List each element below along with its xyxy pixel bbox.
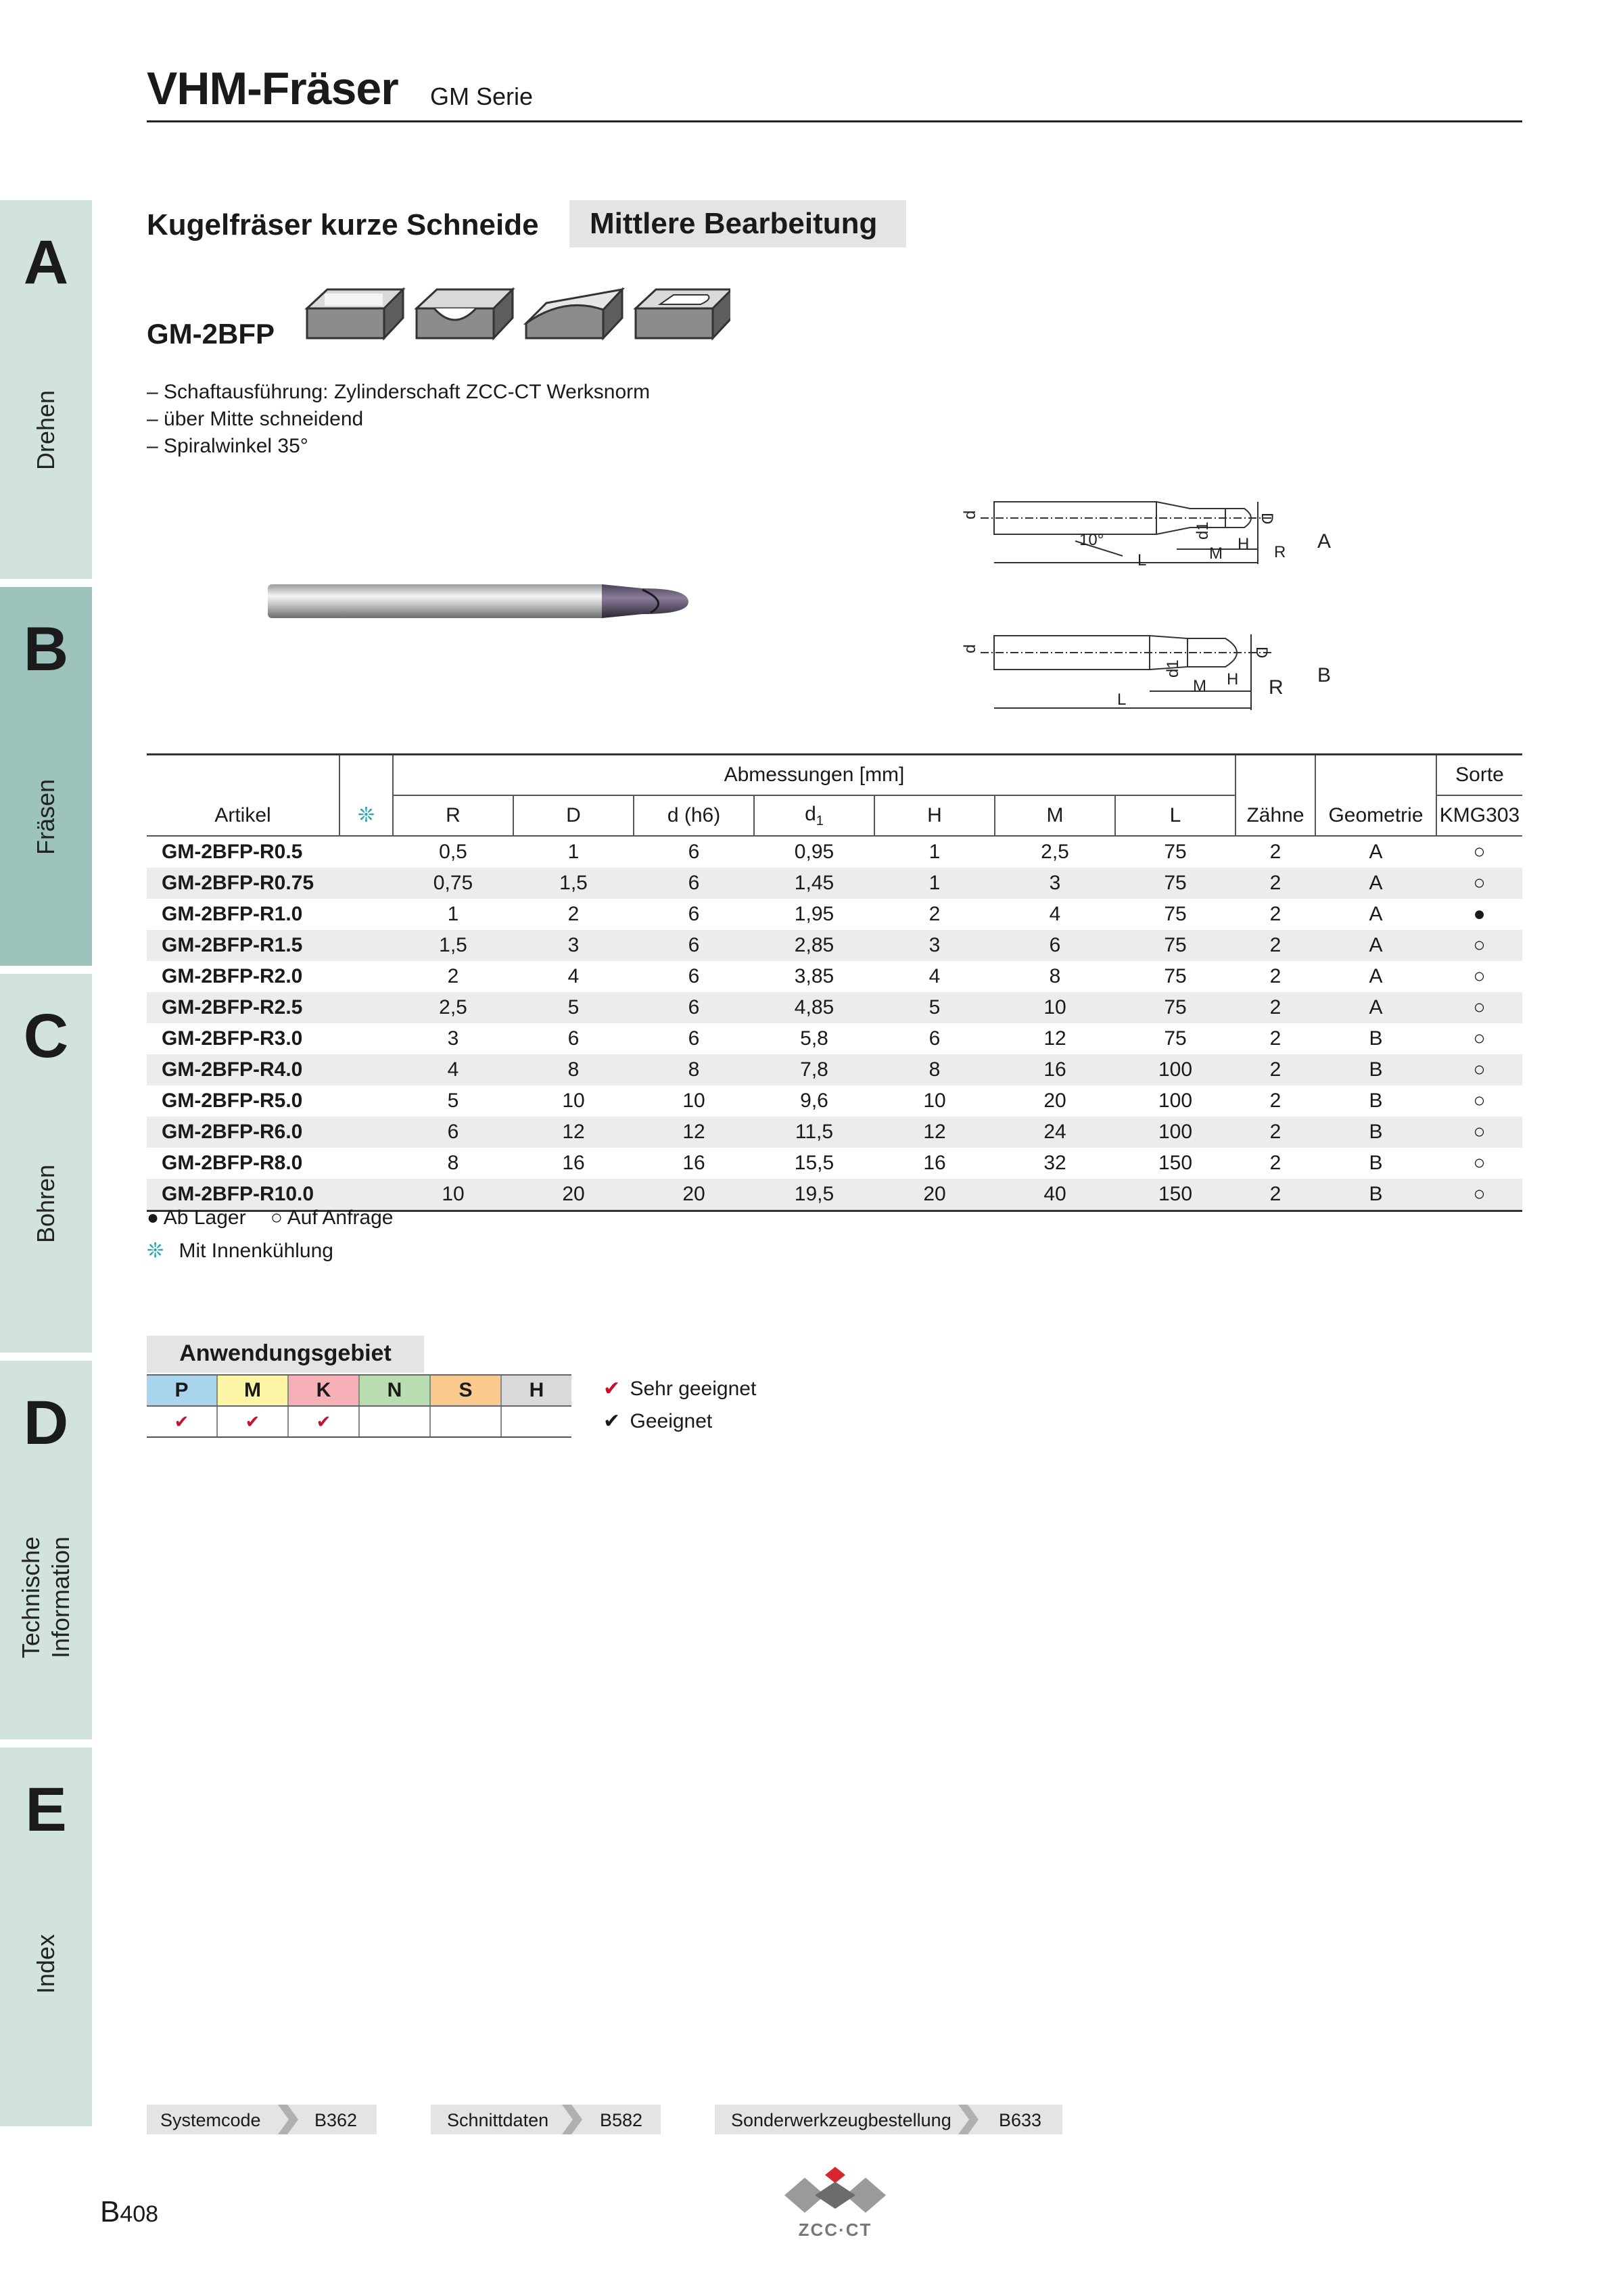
cell-d: 8: [513, 1054, 634, 1085]
cell-d1: 15,5: [794, 1152, 834, 1174]
cell-d-h6: 6: [634, 992, 754, 1023]
cell-zaehne: 2: [1269, 1152, 1281, 1174]
cell-zaehne: 2: [1236, 1054, 1315, 1085]
cell-m: 10: [995, 992, 1115, 1023]
footer-link-schnittdaten[interactable]: Schnittdaten B582: [431, 2105, 661, 2134]
cell-m: 3: [995, 868, 1115, 899]
cell-coolant: [339, 992, 393, 1023]
cell-d-h6: 12: [634, 1117, 754, 1148]
dimension-table: [147, 753, 1522, 1212]
cell-artikel: GM-2BFP-R2.0: [162, 965, 303, 987]
cell-d: 4: [567, 965, 580, 987]
cell-artikel: GM-2BFP-R10.0: [147, 1179, 339, 1211]
cell-coolant: [339, 836, 393, 868]
cell-d-h6: 10: [682, 1090, 705, 1112]
cell-d-h6: 8: [634, 1054, 754, 1085]
col-header-h: H: [874, 795, 995, 835]
cell-h: 2: [928, 903, 941, 925]
side-tab-label: Index: [32, 1934, 60, 1994]
material-h: H: [501, 1375, 571, 1406]
cell-d: 10: [562, 1090, 585, 1112]
cell-d: 2: [567, 903, 580, 925]
cell-r: 5: [447, 1090, 459, 1112]
drawing-variant-label: B: [1317, 664, 1332, 686]
cell-stock: ○: [1436, 1054, 1522, 1085]
side-tab-label: Fräsen: [32, 778, 60, 856]
col-header-m: M: [995, 795, 1115, 835]
cell-h: 20: [874, 1179, 995, 1211]
cell-stock: ○: [1436, 930, 1522, 961]
chevron-right-icon: [953, 2105, 980, 2134]
dim-label: d1: [1194, 521, 1212, 540]
table-body: [147, 836, 1522, 1211]
cell-artikel: GM-2BFP-R2.5: [147, 992, 339, 1023]
shoulder-icon: [307, 289, 403, 338]
cell-d-h6: 6: [688, 1027, 700, 1050]
side-tab-d[interactable]: [0, 1361, 92, 1739]
material-k: K: [288, 1375, 359, 1406]
side-tab-letter: A: [23, 228, 69, 297]
cell-coolant: [339, 1117, 393, 1148]
cell-h: 12: [874, 1117, 995, 1148]
cell-d: 1,5: [513, 868, 634, 899]
table-row: [147, 836, 1522, 868]
svg-text:ZCC·CT: ZCC·CT: [798, 2220, 872, 2240]
cell-d1: 4,85: [754, 992, 874, 1023]
cell-zaehne: 2: [1236, 868, 1315, 899]
side-tab-label: Bohren: [32, 1164, 60, 1244]
coolant-icon: ❊: [339, 755, 393, 836]
page-title: VHM-Fräser: [147, 63, 398, 114]
dim-label: D: [1252, 647, 1271, 659]
cell-geometrie: A: [1315, 868, 1436, 899]
col-header-l: L: [1115, 795, 1236, 835]
cell-geometrie: B: [1369, 1090, 1383, 1112]
stock-legend: [147, 1206, 394, 1229]
cell-h: 4: [928, 965, 941, 987]
material-p: P: [147, 1375, 217, 1406]
cell-geometrie: A: [1315, 992, 1436, 1023]
cell-geometrie: B: [1315, 1179, 1436, 1211]
cell-d: 16: [562, 1152, 585, 1174]
cell-geometrie: A: [1369, 841, 1383, 863]
cell-d1: 5,8: [800, 1027, 828, 1050]
cell-d-h6: 16: [682, 1152, 705, 1174]
side-tab-label: Technische Information: [17, 1536, 74, 1659]
check-empty: [359, 1406, 430, 1437]
cell-r: 0,75: [393, 868, 513, 899]
suitability-legend-suitable: ✔ Geeignet: [603, 1410, 713, 1432]
cell-r: 2: [447, 965, 459, 987]
application-title: Anwendungsgebiet: [179, 1340, 392, 1366]
profile-icon: [526, 289, 622, 338]
cell-d: 1: [567, 841, 580, 863]
cell-zaehne: 2: [1269, 1090, 1281, 1112]
dim-label: M: [1209, 544, 1223, 563]
feature-item: – über Mitte schneidend: [147, 408, 364, 430]
col-header-zaehne: Zähne: [1236, 755, 1315, 836]
cell-d-h6: 20: [634, 1179, 754, 1211]
chevron-right-icon: [273, 2105, 300, 2134]
cell-stock: ○: [1436, 868, 1522, 899]
cell-d-h6: 6: [634, 868, 754, 899]
cell-d1: 0,95: [794, 841, 834, 863]
dim-label: L: [1137, 551, 1147, 569]
cell-l: 150: [1115, 1179, 1236, 1211]
cell-coolant: [339, 930, 393, 961]
table-row: [147, 961, 1522, 992]
coolant-icon: ❊: [147, 1240, 164, 1262]
dim-label: d: [961, 644, 979, 653]
col-header-d-h6: d (h6): [634, 795, 754, 835]
side-tab-b[interactable]: [0, 587, 92, 966]
red-check-icon: ✔: [603, 1378, 621, 1400]
legend-in-stock: ● Ab Lager: [147, 1206, 246, 1229]
col-header-r: R: [393, 795, 513, 835]
cell-d1: 7,8: [754, 1054, 874, 1085]
cell-h: 6: [928, 1027, 941, 1050]
col-header-d1: $d_1$: [754, 795, 874, 835]
cell-m: 4: [1049, 903, 1061, 925]
cell-h: 1: [874, 868, 995, 899]
table-row: [147, 1023, 1522, 1054]
black-check-icon: ✔: [603, 1410, 621, 1432]
cell-d: 3: [513, 930, 634, 961]
cell-geometrie: B: [1369, 1152, 1383, 1174]
cell-geometrie: B: [1369, 1027, 1383, 1050]
feature-list: [147, 379, 650, 460]
cell-artikel: GM-2BFP-R0.75: [147, 868, 339, 899]
col-group-abmessungen: Abmessungen [mm]: [393, 755, 1236, 796]
cell-geometrie: A: [1369, 965, 1383, 987]
cell-d1: 19,5: [754, 1179, 874, 1211]
cell-r: 0,5: [439, 841, 467, 863]
check-icon: ✔: [217, 1406, 288, 1437]
workpiece-icons: [304, 276, 730, 350]
cell-r: 10: [393, 1179, 513, 1211]
cell-r: 2,5: [393, 992, 513, 1023]
cell-artikel: GM-2BFP-R1.0: [162, 903, 303, 925]
feature-item: – Spiralwinkel 35°: [147, 435, 308, 457]
cell-stock: ○: [1473, 1090, 1486, 1112]
cell-h: 5: [874, 992, 995, 1023]
dim-label: L: [1117, 690, 1127, 709]
cell-l: 100: [1115, 1054, 1236, 1085]
cell-l: 75: [1115, 992, 1236, 1023]
side-tab-a[interactable]: [0, 200, 92, 579]
material-n: N: [359, 1375, 430, 1406]
table-row: [147, 1117, 1522, 1148]
table-row: [147, 992, 1522, 1023]
cell-d: 20: [513, 1179, 634, 1211]
cell-stock: ○: [1436, 1179, 1522, 1211]
cell-l: 150: [1158, 1152, 1193, 1174]
pocket-icon: [636, 289, 730, 338]
technical-drawing: [960, 488, 1339, 718]
cell-zaehne: 2: [1269, 1027, 1281, 1050]
cell-d1: 2,85: [754, 930, 874, 961]
cell-l: 75: [1164, 903, 1187, 925]
check-empty: [501, 1406, 571, 1437]
cell-d1: 3,85: [794, 965, 834, 987]
cell-stock: ○: [1473, 841, 1486, 863]
cell-d: 6: [567, 1027, 580, 1050]
cell-h: 16: [923, 1152, 946, 1174]
drawing-variant-label: A: [1317, 530, 1332, 553]
cell-stock: ○: [1473, 1027, 1486, 1050]
cell-r: 1,5: [393, 930, 513, 961]
table-row: [147, 1054, 1522, 1085]
cell-coolant: [339, 868, 393, 899]
header-rule: [147, 120, 1522, 122]
cell-zaehne: 2: [1236, 992, 1315, 1023]
cell-zaehne: 2: [1269, 841, 1281, 863]
material-s: S: [430, 1375, 501, 1406]
col-header-artikel: Artikel: [147, 755, 339, 836]
cell-d-h6: 6: [688, 903, 700, 925]
cell-zaehne: 2: [1269, 903, 1281, 925]
cell-geometrie: B: [1315, 1054, 1436, 1085]
cell-d-h6: 6: [634, 930, 754, 961]
page-number: B408: [100, 2195, 159, 2228]
material-row: [147, 1375, 571, 1406]
cell-zaehne: 2: [1269, 965, 1281, 987]
cell-coolant: [339, 1054, 393, 1085]
chevron-right-icon: [557, 2105, 584, 2134]
cell-d: 5: [513, 992, 634, 1023]
tool-photo: [264, 575, 697, 629]
check-icon: ✔: [288, 1406, 359, 1437]
cell-geometrie: A: [1369, 903, 1383, 925]
feature-item: – Schaftausführung: Zylinderschaft ZCC-CT Werksnorm: [147, 381, 651, 403]
cell-r: 6: [393, 1117, 513, 1148]
table-row: [147, 930, 1522, 961]
dim-label: d: [961, 510, 979, 519]
legend-on-request: ○ Auf Anfrage: [270, 1206, 394, 1229]
cell-d1: 11,5: [754, 1117, 874, 1148]
cell-l: 100: [1115, 1117, 1236, 1148]
side-tab-label: Drehen: [32, 390, 60, 471]
cell-m: 8: [1049, 965, 1061, 987]
cell-d: 12: [513, 1117, 634, 1148]
suitability-row: [147, 1406, 571, 1437]
cell-m: 20: [1043, 1090, 1066, 1112]
cell-coolant: [339, 1023, 393, 1054]
section-title: Kugelfräser kurze Schneide: [147, 208, 539, 241]
cell-stock: ○: [1436, 992, 1522, 1023]
col-header-grade: KMG303: [1436, 795, 1522, 835]
cell-zaehne: 2: [1236, 1117, 1315, 1148]
cell-stock: ●: [1473, 903, 1486, 925]
legend-coolant: Mit Innenkühlung: [179, 1240, 333, 1262]
company-logo: [778, 2161, 893, 2243]
side-tab-letter: C: [23, 1002, 69, 1071]
cell-zaehne: 2: [1236, 1179, 1315, 1211]
cell-l: 75: [1115, 868, 1236, 899]
cell-d1: 9,6: [800, 1090, 828, 1112]
cell-m: 40: [995, 1179, 1115, 1211]
side-tab-letter: B: [23, 615, 69, 684]
cell-l: 75: [1164, 965, 1187, 987]
col-header-geometrie: Geometrie: [1315, 755, 1436, 836]
side-tab-letter: D: [23, 1388, 69, 1457]
cell-m: 2,5: [1041, 841, 1069, 863]
dim-label: R: [1269, 676, 1284, 699]
cell-artikel: GM-2BFP-R8.0: [162, 1152, 303, 1174]
check-icon: ✔: [147, 1406, 217, 1437]
cell-r: 3: [447, 1027, 459, 1050]
cell-stock: ○: [1473, 965, 1486, 987]
side-tab-letter: E: [25, 1775, 67, 1844]
dim-label: 10°: [1079, 531, 1104, 549]
cell-h: 8: [874, 1054, 995, 1085]
cell-artikel: GM-2BFP-R1.5: [147, 930, 339, 961]
dim-label: D: [1258, 513, 1276, 525]
cell-r: 1: [447, 903, 459, 925]
table-row: [147, 1148, 1522, 1179]
cell-coolant: [339, 899, 393, 930]
table-row: [147, 868, 1522, 899]
side-tab-e[interactable]: [0, 1748, 92, 2126]
table-row: [147, 899, 1522, 930]
series-label: GM Serie: [430, 83, 534, 110]
cell-artikel: GM-2BFP-R4.0: [147, 1054, 339, 1085]
dim-label: H: [1227, 670, 1239, 688]
cell-artikel: GM-2BFP-R6.0: [147, 1117, 339, 1148]
cell-d-h6: 6: [688, 841, 700, 863]
slot-icon: [417, 289, 513, 338]
cell-stock: ○: [1436, 1117, 1522, 1148]
cell-l: 75: [1115, 930, 1236, 961]
article-code: GM-2BFP: [147, 318, 275, 350]
cell-d1: 1,45: [754, 868, 874, 899]
cell-h: 3: [874, 930, 995, 961]
cell-l: 75: [1164, 841, 1187, 863]
cell-geometrie: B: [1315, 1117, 1436, 1148]
cell-m: 6: [995, 930, 1115, 961]
dim-label: R: [1274, 543, 1286, 561]
dim-label: M: [1193, 677, 1206, 695]
cell-h: 1: [928, 841, 941, 863]
table-row: [147, 1085, 1522, 1117]
footer-link-sonderwerkzeug[interactable]: Sonderwerkzeugbestellung B633: [715, 2105, 1062, 2134]
cell-artikel: GM-2BFP-R0.5: [162, 841, 303, 863]
coolant-legend: [147, 1239, 333, 1263]
material-m: M: [217, 1375, 288, 1406]
dim-label: H: [1238, 535, 1250, 553]
check-empty: [430, 1406, 501, 1437]
cell-l: 75: [1164, 1027, 1187, 1050]
cell-l: 100: [1158, 1090, 1193, 1112]
cell-coolant: [339, 1085, 393, 1117]
cell-zaehne: 2: [1236, 930, 1315, 961]
cell-artikel: GM-2BFP-R5.0: [162, 1090, 303, 1112]
col-header-d-big: D: [513, 795, 634, 835]
suitability-legend-very: ✔ Sehr geeignet: [603, 1378, 757, 1400]
cell-m: 32: [1043, 1152, 1066, 1174]
cell-stock: ○: [1473, 1152, 1486, 1174]
cell-d1: 1,95: [794, 903, 834, 925]
side-tab-c[interactable]: [0, 974, 92, 1353]
cell-coolant: [339, 961, 393, 992]
col-header-sorte: Sorte: [1436, 755, 1522, 796]
footer-link-systemcode[interactable]: Systemcode B362: [147, 2105, 377, 2134]
cell-r: 8: [447, 1152, 459, 1174]
cell-m: 16: [995, 1054, 1115, 1085]
application-table: [147, 1374, 571, 1438]
cell-m: 24: [995, 1117, 1115, 1148]
cell-d-h6: 6: [688, 965, 700, 987]
cell-r: 4: [393, 1054, 513, 1085]
cell-geometrie: A: [1315, 930, 1436, 961]
cell-h: 10: [923, 1090, 946, 1112]
cell-m: 12: [1043, 1027, 1066, 1050]
cell-artikel: GM-2BFP-R3.0: [162, 1027, 303, 1050]
machining-mode: Mittlere Bearbeitung: [590, 207, 878, 240]
dim-label: d1: [1164, 659, 1182, 678]
cell-coolant: [339, 1148, 393, 1179]
